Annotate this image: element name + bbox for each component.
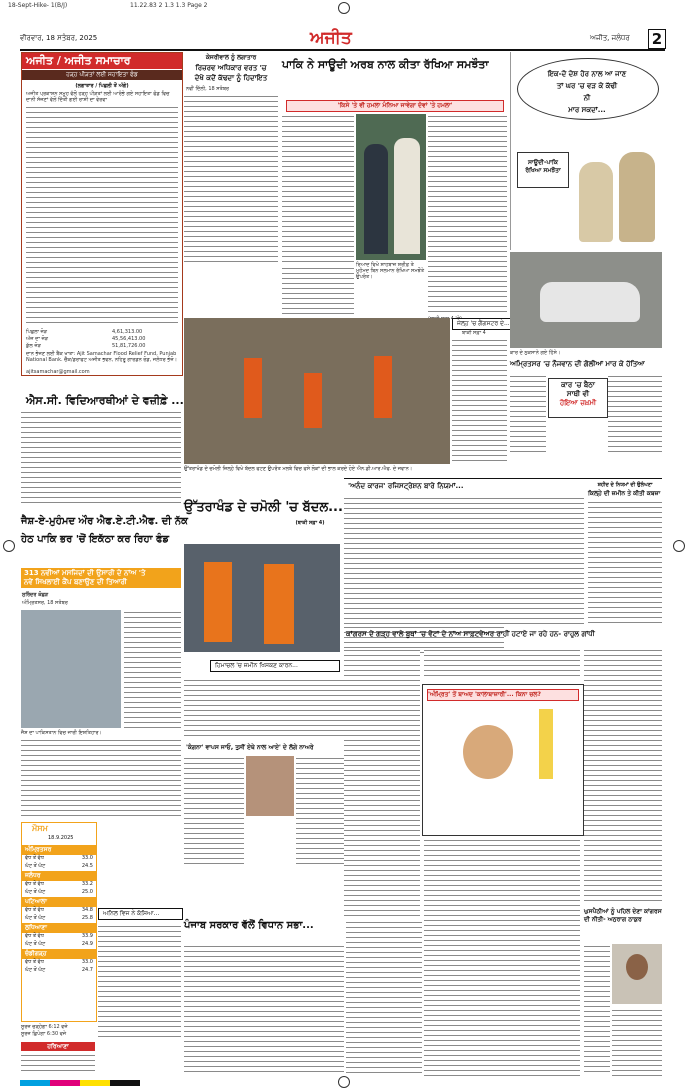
header-date: ਵੀਰਵਾਰ, 18 ਸਤੰਬਰ, 2025: [20, 34, 98, 42]
jail-box-sub: ਬਾਕੀ ਸਫ਼ਾ 4: [462, 330, 486, 336]
rahul-body: [584, 648, 662, 904]
weather-col: ਘੱਟ ਤੋਂ ਘੱਟ: [25, 915, 46, 921]
fund-box-title-bar: [22, 53, 182, 69]
weather-city-name: ਜਲੰਧਰ: [22, 871, 96, 881]
lead-body: [282, 266, 354, 316]
car-photo: [510, 252, 662, 348]
cartoon-figure: [579, 162, 613, 242]
weather-min: 25.8: [81, 915, 93, 921]
printer-slug: 18-Sept-Hike- 1(B/J): [8, 2, 68, 9]
story-box-title: ਅਨਿਲ ਵਿਜ ਨੇ ਕੱਸਿਆ...: [98, 908, 183, 920]
speech-text: ਮਾਰ ਸਕਦਾਂ...: [568, 106, 606, 114]
handshake-figure: [394, 138, 420, 254]
thakur-face: [626, 954, 648, 980]
thakur-headline-box: [584, 908, 662, 942]
car-shape: [540, 282, 640, 322]
fund-box-subtitle: ਹੜ੍ਹ ਪੀੜਤਾਂ ਲਈ ਸਹਾਇਤਾ ਫੰਡ: [22, 70, 182, 80]
kangana-body: [296, 756, 344, 866]
car-body: [608, 374, 662, 454]
kangana-photo: [246, 756, 294, 816]
weather-city: [22, 897, 96, 923]
story-banner: [21, 568, 181, 588]
banner-line: ਨਵੇਂ ਸਿਖਲਾਈ ਕੈਂਪ ਬਣਾਉਣ ਦੀ ਤਿਆਰੀ: [24, 578, 127, 586]
lead-subhead: 'ਕਿਸੇ 'ਤੇ ਵੀ ਹਮਲਾ ਮੰਨਿਆ ਜਾਵੇਗਾ ਦੋਵਾਂ 'ਤੇ ਹਮਲਾ': [286, 100, 504, 112]
cartoon-title-tag: 'ਅੰਮ੍ਰਿਤ' ਤੋਂ ਬਾਅਦ 'ਕਾਲਾਬਾਜ਼ਾਰੀ'... ਕਿਨਾ ਚਲ?: [427, 689, 579, 701]
rahul-body: [424, 838, 580, 1076]
page-number: 2: [648, 29, 666, 49]
page-header: [20, 28, 665, 50]
weather-city-name: ਅੰਮ੍ਰਿਤਸਰ: [22, 845, 96, 855]
rescue-worker: [264, 564, 294, 644]
registration-mark: [673, 540, 685, 552]
flood-photo: [184, 318, 450, 464]
byline: ਸੁਰਿੰਦਰ ਕੋਛੜ: [22, 592, 49, 598]
story-body: [124, 610, 181, 728]
appeal-email: ajitsamachar@gmail.com: [26, 369, 90, 375]
story-body: [21, 410, 181, 506]
cartoon-sign-text: ਸਾਊਦੀ-ਪਾਕਿ: [528, 159, 558, 166]
sunrise: ਸੂਰਜ ਚੜ੍ਹੇਗਾ 6:12 ਵਜੇ: [21, 1024, 68, 1030]
banner-line: 313 ਨਵੀਆਂ ਮਸਜਿਦਾਂ ਦੀ ਉਸਾਰੀ ਦੇ ਨਾਂਅ 'ਤੇ: [24, 569, 146, 577]
himachal-box-title: ਹਿਮਾਚਲ 'ਚ ਜ਼ਮੀਨ ਖਿਸਕਣ ਕਾਰਨ...: [210, 660, 340, 672]
dsp-headline: ਕਿਲ੍ਹੇ ਦੀ ਜ਼ਮੀਨ ਤੇ ਕੀਤੀ ਕਬਜ਼ਾ: [588, 490, 661, 497]
appeal-note: ਦਾਨ ਭੇਜਣ ਲਈ ਬੈਂਕ ਖਾਤਾ: Ajit Samachar Flood Relief Fund, Punjab National Bank. ਚੈੱਕ/ਡਰਾਫਟ ਅਜੀਤ ਭਵਨ, ਨਹਿਰੂ ਗਾਰਡਨ ਰੋਡ, ਜਲੰਧਰ ਭੇਜੋ।: [26, 351, 178, 363]
rahul-headline: ਕਾਂਗਰਸ ਦੇ ਗੜ੍ਹ ਵਾਲੇ ਬੂਥਾਂ 'ਚ ਵੋਟਾਂ ਦੇ ਨਾਂਅ ਸਾਫ਼ਟਵੇਅਰ ਰਾਹੀਂ ਹਟਾਏ ਜਾ ਰਹੇ ਹਨ- ਰਾਹੁਲ ਗਾਂਧੀ: [346, 630, 595, 638]
weather-col: ਘੱਟ ਤੋਂ ਘੱਟ: [25, 889, 46, 895]
fund-total-label: ਪਿਛਲਾ ਜੋੜ: [26, 329, 48, 335]
lead-body: [428, 114, 507, 314]
color-registration-bar: [20, 1080, 140, 1086]
punjab-body: [346, 920, 422, 1076]
weather-min: 24.7: [81, 967, 93, 973]
cartoon: [510, 52, 663, 250]
weather-date: 18.9.2025: [48, 835, 74, 841]
weather-col: ਘੱਟ ਤੋਂ ਘੱਟ: [25, 967, 46, 973]
jail-box-title: ਜੇਲ੍ਹ 'ਚ ਗੈਂਗਸਟਰ ਦੇ...: [452, 318, 512, 330]
fund-total-value: 45,56,413.00: [112, 336, 146, 342]
header-edition: ਅਜੀਤ, ਜਲੰਧਰ: [590, 34, 630, 42]
sunset: ਸੂਰਜ ਛਿਪੇਗਾ 6:30 ਵਜੇ: [21, 1031, 67, 1037]
weather-col: ਘੱਟ ਤੋਂ ਘੱਟ: [25, 863, 46, 869]
printer-codes: 11.22.83 2 1.3 1.3 Page 2: [130, 2, 208, 9]
registration-mark: [3, 540, 15, 552]
pm-headline: ਦੇਖੋ ਕਦੋਂ ਕੱਢਦਾ ਨੂੰ ਹਿਦਾਇਤ: [194, 74, 268, 82]
story-headline: ਹੇਠ ਪਾਕਿ ਭਰ 'ਚੋਂ ਇਕੱਠਾ ਕਰ ਰਿਹਾ ਫੰਡ: [21, 534, 169, 545]
cartoon-sign-text: ਰੱਖਿਆ ਸਮਝੌਤਾ: [525, 167, 561, 174]
lead-photo: [356, 114, 426, 260]
weather-city: [22, 871, 96, 897]
story-headline: ਜੈਸ਼-ਏ-ਮੁਹੰਮਦ ਔਰ ਐਫ.ਏ.ਟੀ.ਐਫ. ਦੀ ਨੱਕ: [21, 516, 188, 527]
kangana-headline: 'ਕੰਗਨਾ' ਵਾਪਸ ਜਾਓ, ਤੁਸੀਂ ਏਥੇ ਨਾਲ ਆਏ' ਦੇ ਲੱਗੇ ਨਾਅਰੇ: [186, 744, 314, 751]
weather-col: ਵੱਧ ਤੋਂ ਵੱਧ: [25, 907, 44, 913]
fund-total-value: 51,81,726.00: [112, 343, 146, 349]
cartoon-rocket: [539, 709, 553, 779]
weather-city: [22, 949, 96, 975]
pm-headline: ਰਿਜ਼ਰਵ ਅਧਿਕਾਰ ਵਰਤ 'ਚ: [195, 64, 267, 72]
fund-box-title: ਅਜੀਤ / ਅਜੀਤ ਸਮਾਚਾਰ: [26, 54, 131, 67]
car-kicker: ਸਾਥੀ ਵੀ: [566, 390, 590, 398]
thakur-headline: ਦੀ ਨੀਤੀ- ਅਨੁਰਾਗ ਠਾਕੁਰ: [584, 916, 642, 923]
weather-min: 25.0: [81, 889, 93, 895]
weather-max: 33.9: [81, 933, 93, 939]
cartoon-sign: [517, 152, 569, 188]
story-body: [21, 1053, 95, 1075]
lead-body: [282, 114, 354, 264]
fund-intro: ਅਜੀਤ ਪ੍ਰਕਾਸ਼ਨ ਸਮੂਹ ਵੱਲੋਂ ਹੜ੍ਹ ਪੀੜਤਾਂ ਲਈ ਆਰੰਭੇ ਗਏ ਸਹਾਇਤਾ ਫੰਡ ਵਿਚ: [26, 91, 170, 97]
himachal-body: [184, 678, 344, 738]
thakur-body: [584, 944, 610, 1076]
fund-intro: ਦਾਨੀ ਸੱਜਣਾਂ ਵੱਲੋਂ ਦਿੱਤੀ ਗਈ ਰਾਸ਼ੀ ਦਾ ਵੇਰਵਾ: [26, 97, 107, 103]
weather-max: 33.2: [81, 881, 93, 887]
lead-photo-caption: ਰਿਆਦ ਵਿਖੇ ਸ਼ਾਹਬਾਜ਼ ਸ਼ਰੀਫ਼ ਤੇ ਮੁਹੰਮਦ ਬਿਨ ਸਲਮਾਨ ਰੱਖਿਆ ਸਮਝੌਤੇ ਉਪਰੰਤ।: [356, 262, 425, 280]
lead-headline: ਪਾਕਿ ਨੇ ਸਾਊਦੀ ਅਰਬ ਨਾਲ ਕੀਤਾ ਰੱਖਿਆ ਸਮਝੌਤਾ: [282, 58, 489, 71]
punjab-headline: ਪੰਜਾਬ ਸਰਕਾਰ ਵੱਲੋਂ ਵਿਧਾਨ ਸਭਾ...: [184, 920, 314, 931]
thakur-headline: ਘੁਸਪੈਠੀਆਂ ਨੂੰ ਪਹਿਲ ਦੇਣਾ ਕਾਂਗਰਸ: [584, 908, 662, 915]
rescue-worker: [374, 356, 392, 418]
story-body: [21, 738, 181, 818]
weather-box: [21, 822, 97, 1022]
weather-title: ਮੌਸਮ: [32, 824, 48, 833]
anand-headline: 'ਅਨੰਦ ਕਾਰਜ' ਰਜਿਸਟ੍ਰੇਸ਼ਨ ਬਾਰੇ ਨਿਯਮਾਂ...: [348, 482, 464, 490]
rescue-worker: [204, 562, 232, 642]
weather-max: 33.0: [81, 855, 93, 861]
weather-city-name: ਲੁਧਿਆਣਾ: [22, 923, 96, 933]
pm-kicker: ਕੇਜਰੀਵਾਲ ਨੂੰ ਲਗਾਤਾਰ: [205, 54, 257, 61]
fund-total-label: ਕੁੱਲ ਜੋੜ: [26, 343, 41, 349]
weather-max: 33.0: [81, 959, 93, 965]
registration-mark: [338, 2, 350, 14]
dsp-kicker: ਸ਼ਹੀਦ ਦੇ ਨਿਯਮਾਂ ਦੀ ਉਲੰਘਣਾ: [597, 482, 653, 488]
rescue-photo: [184, 544, 340, 652]
masthead: ਅਜੀਤ: [310, 28, 352, 48]
flood-photo-caption: ਉੱਤਰਾਖੰਡ ਦੇ ਚਮੋਲੀ ਜ਼ਿਲ੍ਹੇ ਵਿਖੇ ਬੱਦਲ ਫਟਣ ਉਪਰੰਤ ਮਲਬੇ ਵਿਚ ਫਸੇ ਲੋਕਾਂ ਦੀ ਭਾਲ ਕਰਦੇ ਹੋਏ ਐਨ.ਡੀ.ਆਰ.ਐਫ. ਦੇ ਜਵਾਨ।: [184, 466, 413, 472]
car-kicker-box: [548, 378, 608, 418]
section-rule: [344, 478, 662, 479]
handshake-figure: [364, 144, 388, 254]
weather-col: ਵੱਧ ਤੋਂ ਵੱਧ: [25, 881, 44, 887]
rahul-body: [424, 648, 580, 680]
punjab-body: [184, 944, 344, 1076]
anand-body: [344, 496, 584, 626]
photo-caption: ਜੈਸ਼ ਦਾ ਪਾਕਿਸਤਾਨ ਵਿਚ ਜਾਰੀ ਇਸ਼ਤਿਹਾਰ।: [21, 730, 102, 736]
registration-mark: [338, 1076, 350, 1088]
weather-city: [22, 845, 96, 871]
pm-body: [184, 94, 278, 262]
weather-min: 24.5: [81, 863, 93, 869]
header-rule: [20, 49, 665, 51]
weather-col: ਵੱਧ ਤੋਂ ਵੱਧ: [25, 855, 44, 861]
speech-text: ਇਕ-ਦੋ ਦੇਸ਼ ਹੋਰ ਨਾਲ ਆ ਜਾਣ: [547, 70, 627, 78]
rescue-worker: [244, 358, 262, 418]
car-headline: ਅਮ੍ਰਿਤਸਰ 'ਚ ਨੌਜਵਾਨ ਦੀ ਗੋਲੀਆਂ ਮਾਰ ਕੇ ਹੱਤਿਆ: [510, 360, 645, 368]
jail-body: [452, 338, 507, 464]
dsp-body: [588, 500, 662, 626]
weather-col: ਵੱਧ ਤੋਂ ਵੱਧ: [25, 933, 44, 939]
weather-city-name: ਚੰਡੀਗੜ੍ਹ: [22, 949, 96, 959]
car-body: [510, 374, 546, 454]
weather-city-name: ਪਟਿਆਲਾ: [22, 897, 96, 907]
fund-header: (ਲਗਾਤਾਰ / ਪਿਛਲੀ ਤੋਂ ਅੱਗੇ): [75, 83, 129, 89]
weather-col: ਘੱਟ ਤੋਂ ਘੱਟ: [25, 941, 46, 947]
speech-text: ਤਾਂ ਘਰ 'ਚ ਵੜ ਕੇ ਕੱਢੀ: [556, 82, 618, 90]
donor-list: [26, 105, 178, 325]
political-cartoon: [422, 684, 584, 836]
pm-dateline: ਨਵੀਂ ਦਿੱਲੀ, 18 ਸਤੰਬਰ: [186, 86, 230, 92]
weather-city: [22, 923, 96, 949]
cartoon-figure: [619, 152, 655, 242]
thakur-photo: [612, 944, 662, 1004]
weather-min: 24.9: [81, 941, 93, 947]
speech-text: ਨੀ: [583, 94, 591, 102]
car-photo-caption: ਕਾਰ ਦੇ ਨੁਕਸਾਨੇ ਗਏ ਹਿੱਸੇ।: [510, 350, 561, 356]
advert-photo: [21, 610, 121, 728]
fund-total-value: 4,61,313.00: [112, 329, 143, 335]
dateline: ਅੰਮ੍ਰਿਤਸਰ, 18 ਸਤੰਬਰ: [22, 600, 68, 606]
thakur-body: [612, 1008, 662, 1076]
fund-box: [21, 52, 183, 376]
section-strip: ਹਰਿਆਣਾ: [21, 1042, 95, 1051]
car-kicker: ਕਾਰ 'ਚ ਬੈਠਾ: [561, 381, 595, 389]
continued-note: (ਬਾਕੀ ਸਫ਼ਾ 4): [295, 520, 325, 526]
flood-headline: ਉੱਤਰਾਖੰਡ ਦੇ ਚਮੋਲੀ 'ਚ ਬੱਦਲ...: [184, 500, 343, 515]
fund-total-label: ਅੱਜ ਦਾ ਜੋੜ: [26, 336, 49, 342]
weather-max: 34.8: [81, 907, 93, 913]
story-headline: ਐਸ.ਸੀ. ਵਿਦਿਆਰਥੀਆਂ ਦੇ ਵਜ਼ੀਫ਼ੇ ...: [26, 394, 184, 407]
story-body: [98, 924, 181, 1038]
weather-city-list: [22, 845, 96, 975]
rahul-body: [344, 648, 420, 918]
car-kicker: ਹੋਇਆ ਜ਼ਖ਼ਮੀ: [559, 399, 597, 407]
cartoon-face: [463, 725, 513, 779]
kangana-body: [184, 756, 244, 866]
weather-col: ਵੱਧ ਤੋਂ ਵੱਧ: [25, 959, 44, 965]
rescue-worker: [304, 373, 322, 428]
